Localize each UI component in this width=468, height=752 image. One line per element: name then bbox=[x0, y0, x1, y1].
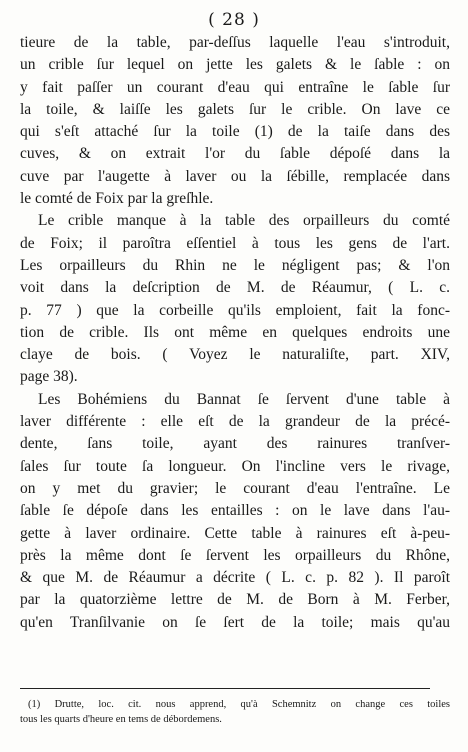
text-line: y fait paſſer un courant d'eau qui entraîne le ſable ſur bbox=[20, 78, 450, 96]
text-line: on y met du gravier; le courant d'eau l'entraîne. Le bbox=[20, 479, 450, 497]
text-line: claye de bois. ( Voyez le naturaliſte, part. XIV, bbox=[20, 346, 450, 364]
footnote-divider bbox=[20, 688, 430, 689]
text-line: laver différente : elle eſt de la grandeur de la précé- bbox=[20, 413, 450, 431]
footnote bbox=[20, 697, 450, 727]
text-line: un crible ſur lequel on jette les galets & le ſable : on bbox=[20, 56, 450, 74]
text-line: cuves, & on extrait l'or du ſable dépoſé dans la bbox=[20, 145, 450, 163]
text-line: de Foix; il paroîtra eſſentiel à tous les gens de l'art. bbox=[20, 234, 450, 252]
text-line: la toile, & laiſſe les galets ſur le crible. On lave ce bbox=[20, 100, 450, 118]
text-line: ſable ſe dépoſe dans les entailles : on le lave dans l'au- bbox=[20, 502, 450, 520]
text-line: page 38). bbox=[20, 368, 78, 386]
text-line: & que M. de Réaumur a décrite ( L. c. p. 82 ). Il paroît bbox=[20, 569, 450, 587]
text-line: voit dans la deſcription de M. de Réaumur, ( L. c. bbox=[20, 279, 450, 297]
text-line: qui s'eſt attaché ſur la toile (1) de la taiſe dans des bbox=[20, 123, 450, 141]
text-line: qu'en Tranſilvanie on ſe ſert de la toile; mais qu'au bbox=[20, 613, 450, 631]
text-line: ſales ſur toute ſa longueur. On l'incline vers le rivage, bbox=[20, 457, 450, 475]
paragraph-2 bbox=[20, 210, 450, 388]
footnote-line: tous les quarts d'heure en tems de débordemens. bbox=[20, 714, 222, 725]
text-line: le comté de Foix par la greſhle. bbox=[20, 190, 214, 208]
text-line: tion de crible. Ils ont même en quelques endroits une bbox=[20, 323, 450, 341]
text-line: cuve par l'augette à laver ou la ſébille, remplacée dans bbox=[20, 167, 450, 185]
paragraph-3 bbox=[20, 389, 450, 634]
footnote-line: (1) Drutte, loc. cit. nous apprend, qu'à Schemnitz on change ces toiles bbox=[28, 699, 450, 710]
text-line: gette à laver ordinaire. Cette table à rainures eſt à-peu- bbox=[20, 524, 450, 542]
page-number: ( 28 ) bbox=[208, 10, 260, 30]
paragraph-1 bbox=[20, 32, 450, 210]
text-line: Les Bohémiens du Bannat ſe ſervent d'une table à bbox=[38, 390, 450, 408]
body-text bbox=[20, 32, 450, 634]
text-line: près la même dont ſe ſervent les orpailleurs du Rhône, bbox=[20, 546, 450, 564]
text-line: Les orpailleurs du Rhin ne le négligent pas; & l'on bbox=[20, 256, 450, 274]
text-line: dente, ſans toile, ayant des rainures tranſver- bbox=[20, 435, 450, 453]
text-line: tieure de la table, par-deſſus laquelle l'eau s'introduit, bbox=[20, 34, 450, 51]
text-line: par la quatorzième lettre de M. de Born à M. Ferber, bbox=[20, 591, 450, 609]
text-line: Le crible manque à la table des orpailleurs du comté bbox=[38, 212, 450, 230]
text-line: p. 77 ) que la corbeille qu'ils emploient, fait la fonc- bbox=[20, 301, 450, 319]
